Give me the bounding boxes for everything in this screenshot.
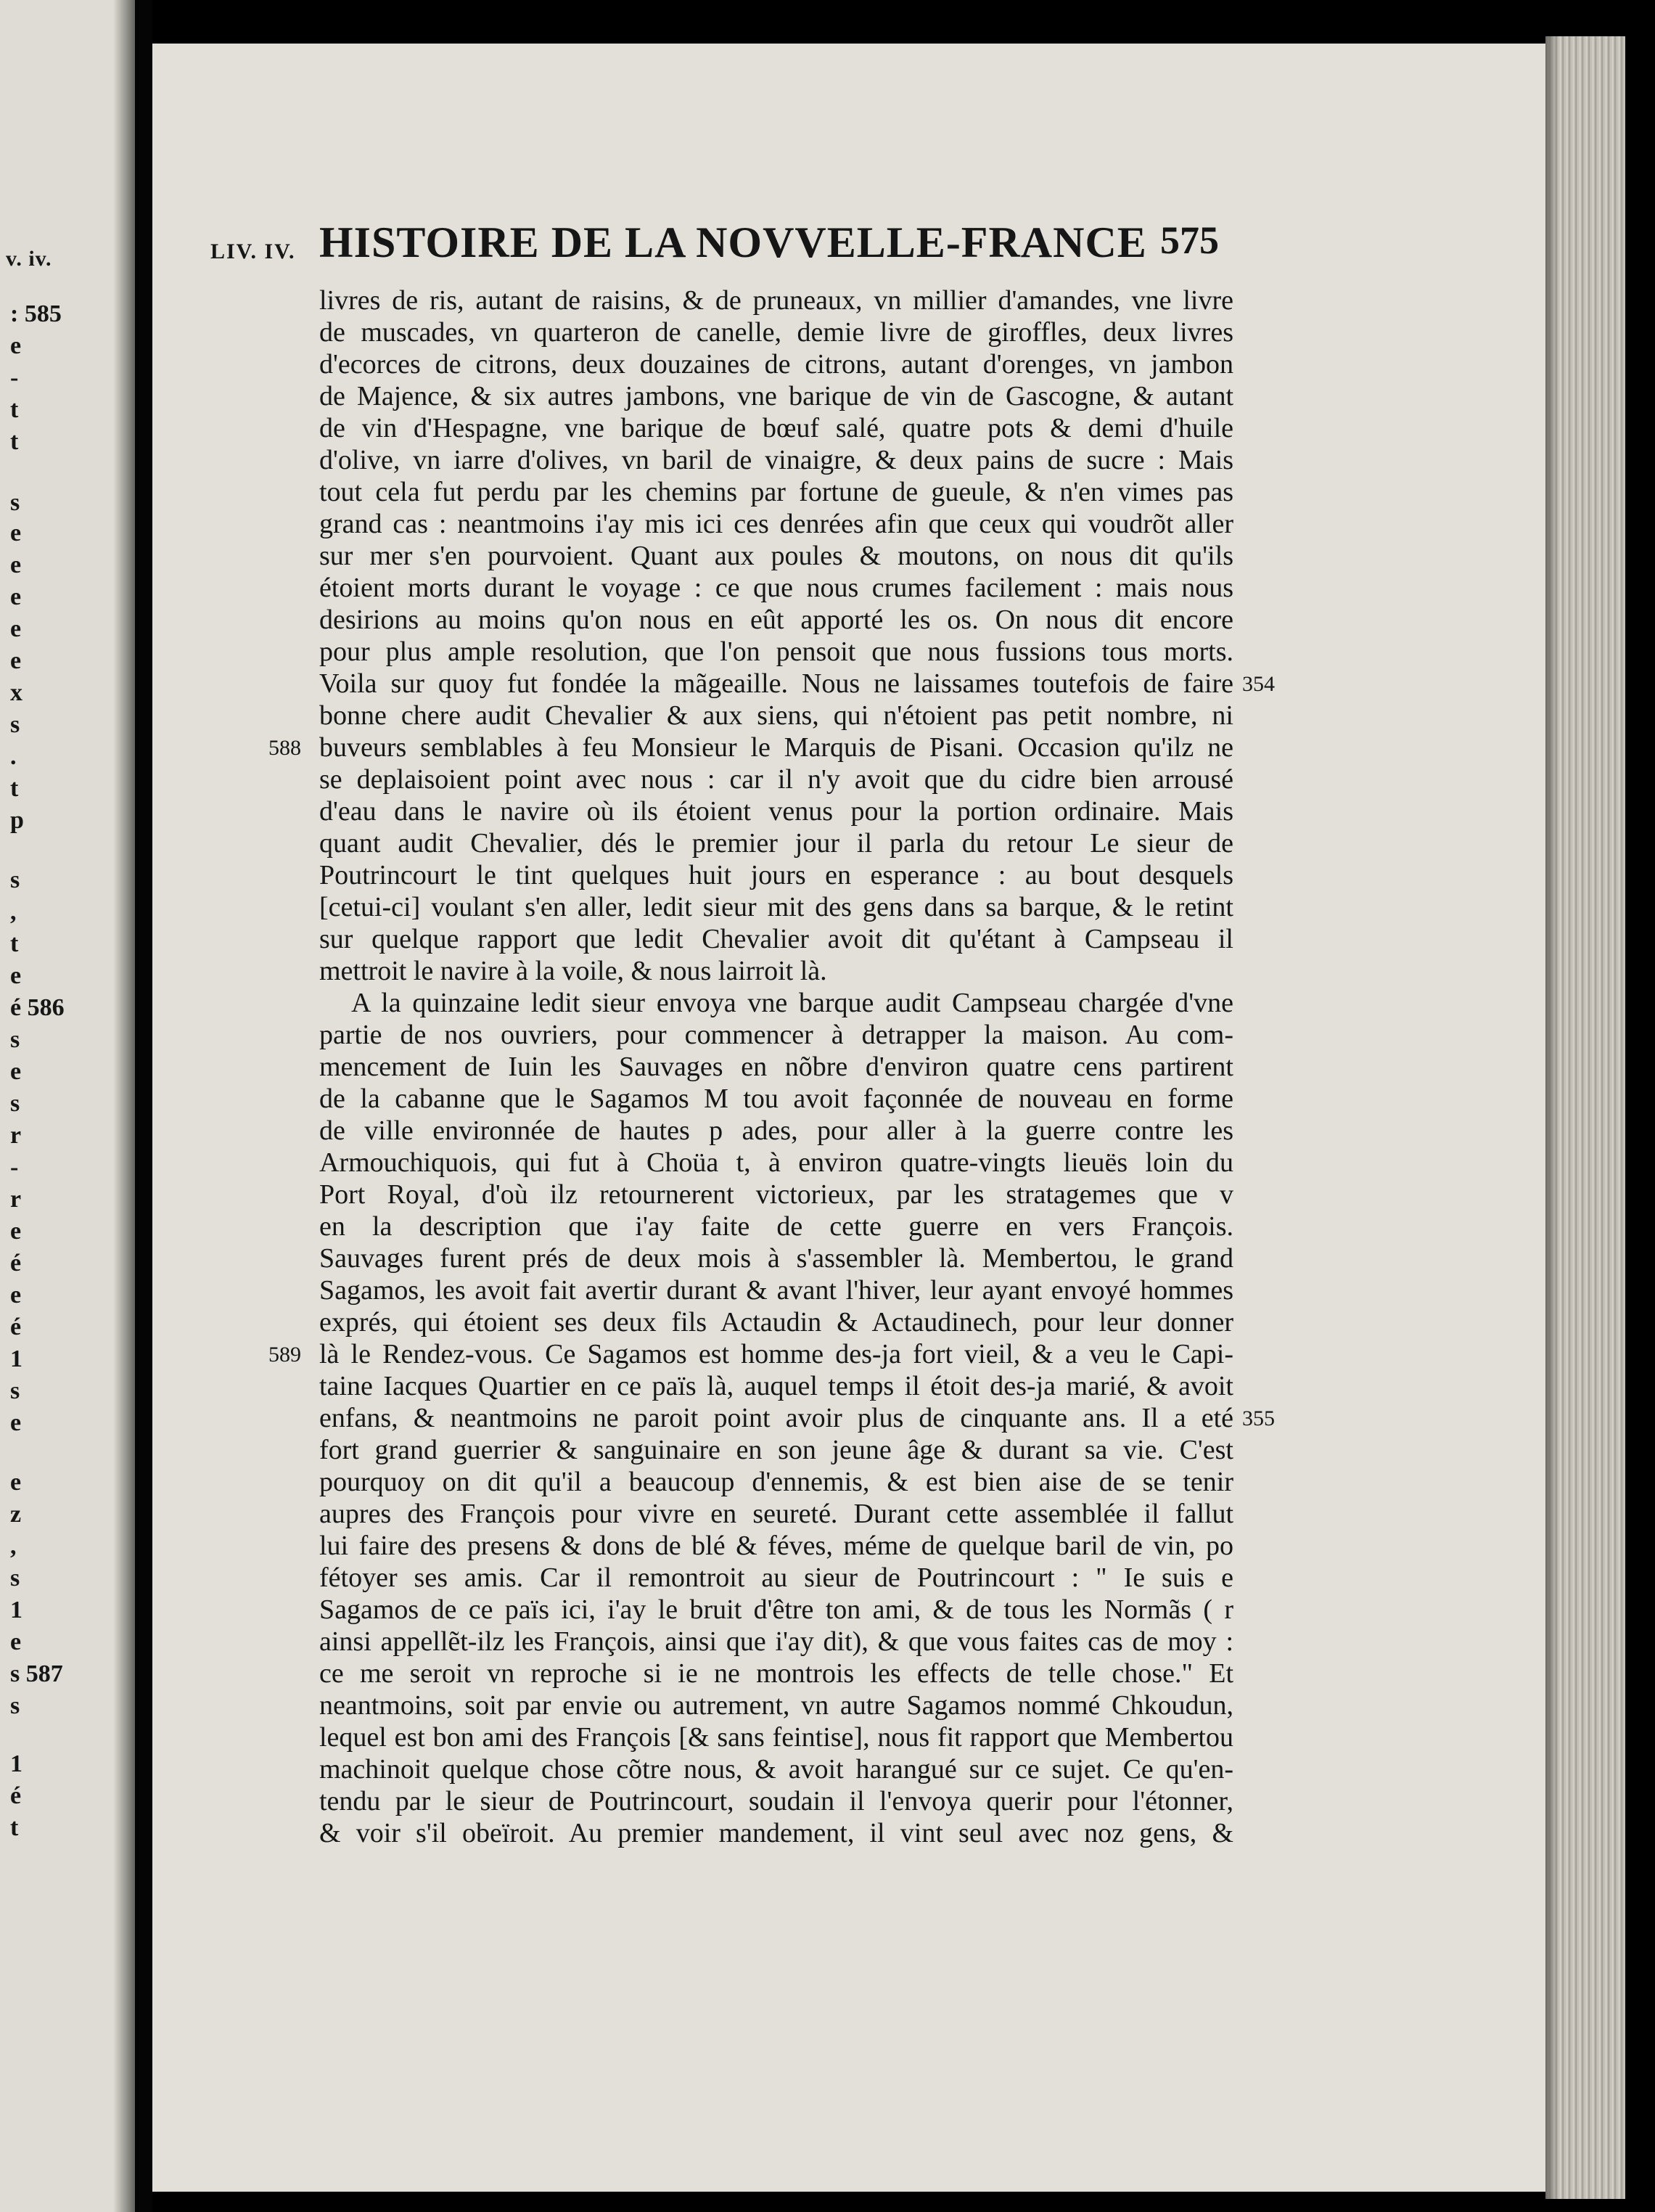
text-line: d'olive, vn iarre d'olives, vn baril de vinaigre, & deux pains de sucre : Mais <box>319 445 1233 475</box>
facing-page-fragment: é 586 <box>10 994 65 1021</box>
margin-number: 355 <box>1242 1406 1275 1430</box>
text-line: fort grand guerrier & sanguinaire en son jeune âge & durant sa vie. C'est <box>319 1435 1233 1465</box>
facing-page-fragment: 1 <box>10 1750 22 1777</box>
facing-page-fragment: r <box>10 1186 22 1213</box>
text-line: sur mer s'en pourvoient. Quant aux poules & moutons, on nous dit qu'ils <box>319 541 1233 571</box>
book-gutter <box>135 0 152 2212</box>
facing-page-fragment: e <box>10 1629 22 1655</box>
facing-page-fragment: e <box>10 1282 22 1308</box>
facing-page-fragment: 1 <box>10 1597 22 1623</box>
text-line: tendu par le sieur de Poutrincourt, soudain il l'envoya querir pour l'étonner, <box>319 1786 1233 1816</box>
text-line: Voila sur quoy fut fondée la mãgeaille. Nous ne laissames toutefois de faire <box>319 668 1233 699</box>
text-line: neantmoins, soit par envie ou autrement, vn autre Sagamos nommé Chkoudun, <box>319 1690 1233 1721</box>
margin-number: 589 <box>268 1343 301 1367</box>
facing-page-fragment: s <box>10 867 20 893</box>
margin-number: 354 <box>1242 672 1275 696</box>
text-line: buveurs semblables à feu Monsieur le Marquis de Pisani. Occasion qu'ilz ne <box>319 732 1233 763</box>
text-line: ainsi appellẽt-ilz les François, ainsi que i'ay dit), & que vous faites cas de moy : <box>319 1626 1233 1657</box>
text-line: pourquoy on dit qu'il a beaucoup d'ennemis, & est bien aise de se tenir <box>319 1467 1233 1497</box>
text-line: mencement de Iuin les Sauvages en nõbre d'environ quatre cens partirent <box>319 1052 1233 1082</box>
facing-page-shadow <box>113 0 135 2212</box>
text-line: Sauvages furent prés de deux mois à s'assembler là. Membertou, le grand <box>319 1243 1233 1274</box>
facing-page-fragment: s <box>10 1692 20 1719</box>
text-line: mettroit le navire à la voile, & nous lairroit là. <box>319 956 827 986</box>
text-line: de ville environnée de hautes p ades, pour aller à la guerre contre les <box>319 1115 1233 1146</box>
page-number: 575 <box>1160 218 1219 262</box>
text-line: pour plus ample resolution, que l'on pensoit que nous fussions tous morts. <box>319 636 1233 667</box>
text-line: bonne chere audit Chevalier & aux siens, qui n'étoient pas petit nombre, ni <box>319 700 1233 731</box>
text-line: [cetui-ci] voulant s'en aller, ledit sieur mit des gens dans sa barque, & le retint <box>319 892 1233 922</box>
facing-page-fragment: e <box>10 1058 22 1085</box>
facing-page-fragment: e <box>10 552 22 578</box>
facing-page-fragment: s <box>10 711 20 738</box>
text-line: A la quinzaine ledit sieur envoya vne barque audit Campseau chargée d'vne <box>351 988 1233 1018</box>
facing-page-header: v. iv. <box>6 247 52 271</box>
facing-page-fragment: . <box>10 743 17 770</box>
page-title: HISTOIRE DE LA NOVVELLE-FRANCE <box>319 218 1147 266</box>
text-line: livres de ris, autant de raisins, & de pruneaux, vn millier d'amandes, vne livre <box>319 285 1233 316</box>
text-line: sur quelque rapport que ledit Chevalier avoit dit qu'étant à Campseau il <box>319 924 1233 954</box>
facing-page-fragment: s <box>10 489 20 516</box>
page-edge <box>1545 36 1625 2199</box>
text-line: fétoyer ses amis. Car il remontroit au sieur de Poutrincourt : " Ie suis e <box>319 1562 1233 1593</box>
text-line: étoient morts durant le voyage : ce que nous crumes facilement : mais nous <box>319 573 1233 603</box>
facing-page-fragment: e <box>10 647 22 674</box>
facing-page-fragment: e <box>10 1409 22 1436</box>
body-text <box>319 284 1233 1849</box>
facing-page-fragment: : 585 <box>10 300 62 327</box>
facing-page-fragment: s <box>10 1026 20 1053</box>
facing-page-fragment: é <box>10 1782 22 1809</box>
text-line: tout cela fut perdu par les chemins par fortune de gueule, & n'en vimes pas <box>319 477 1233 507</box>
facing-page-fragment: e <box>10 615 22 642</box>
running-header <box>210 218 1219 269</box>
text-line: partie de nos ouvriers, pour commencer à detrapper la maison. Au com- <box>319 1020 1233 1050</box>
text-line: de vin d'Hespagne, vne barique de bœuf salé, quatre pots & demi d'huile <box>319 413 1233 443</box>
text-line: Sagamos, les avoit fait avertir durant & avant l'hiver, leur ayant envoyé hommes <box>319 1275 1233 1306</box>
facing-page-fragment: e <box>10 332 22 359</box>
text-line: enfans, & neantmoins ne paroit point avoir plus de cinquante ans. Il a eté <box>319 1403 1233 1433</box>
text-line: Port Royal, d'où ilz retournerent victorieux, par les stratagemes que v <box>319 1179 1233 1210</box>
facing-page-fragment: s <box>10 1565 20 1592</box>
text-line: lequel est bon ami des François [& sans feintise], nous fit rapport que Membertou <box>319 1722 1233 1753</box>
text-line: Armouchiquois, qui fut à Choüa t, à environ quatre-vingts lieuës loin du <box>319 1147 1233 1178</box>
text-line: de muscades, vn quarteron de canelle, demie livre de giroffles, deux livres <box>319 317 1233 348</box>
facing-page-fragment: , <box>10 898 17 925</box>
facing-page-fragment: t <box>10 930 19 957</box>
facing-page-fragment: e <box>10 520 22 546</box>
facing-page-fragment: z <box>10 1501 22 1528</box>
margin-number: 588 <box>268 736 301 760</box>
facing-page-fragment: 1 <box>10 1345 22 1372</box>
facing-page-fragment: e <box>10 583 22 610</box>
facing-page-fragment: é <box>10 1250 22 1277</box>
facing-page-fragment: - <box>10 1154 19 1181</box>
text-line: d'eau dans le navire où ils étoient venus pour la portion ordinaire. Mais <box>319 796 1233 827</box>
facing-page-fragment: t <box>10 396 19 423</box>
facing-page <box>0 0 135 2212</box>
text-line: grand cas : neantmoins i'ay mis ici ces denrées afin que ceux qui voudrõt aller <box>319 509 1233 539</box>
text-line: ce me seroit vn reproche si ie ne montrois les effects de telle chose." Et <box>319 1658 1233 1689</box>
book-label: LIV. IV. <box>210 239 296 263</box>
facing-page-fragment: é <box>10 1314 22 1340</box>
facing-page-fragment: - <box>10 364 19 391</box>
facing-page-fragment: s <box>10 1090 20 1117</box>
facing-page-fragment: e <box>10 1218 22 1245</box>
facing-page-fragment: e <box>10 962 22 989</box>
text-line: d'ecorces de citrons, deux douzaines de citrons, autant d'orenges, vn jambon <box>319 349 1233 380</box>
facing-page-fragment: x <box>10 679 22 706</box>
text-line: là le Rendez-vous. Ce Sagamos est homme des-ja fort vieil, & a veu le Capi- <box>319 1339 1233 1369</box>
text-line: en la description que i'ay faite de cette guerre en vers François. <box>319 1211 1233 1242</box>
text-line: de Majence, & six autres jambons, vne barique de vin de Gascogne, & autant <box>319 381 1233 411</box>
text-line: exprés, qui étoient ses deux fils Actaudin & Actaudinech, pour leur donner <box>319 1307 1233 1338</box>
text-line: lui faire des presens & dons de blé & féves, méme de quelque baril de vin, po <box>319 1531 1233 1561</box>
text-line: se deplaisoient point avec nous : car il n'y avoit que du cidre bien arrousé <box>319 764 1233 795</box>
text-line: de la cabanne que le Sagamos M tou avoit façonnée de nouveau en forme <box>319 1084 1233 1114</box>
facing-page-fragment: e <box>10 1469 22 1496</box>
facing-page-fragment: t <box>10 428 19 455</box>
facing-page-fragment: t <box>10 1814 19 1841</box>
facing-page-fragment: , <box>10 1533 17 1560</box>
facing-page-fragment: s <box>10 1377 20 1404</box>
facing-page-fragment: s 587 <box>10 1660 63 1687</box>
text-line: machinoit quelque chose cõtre nous, & avoit harangué sur ce sujet. Ce qu'en- <box>319 1754 1233 1785</box>
facing-page-fragment: r <box>10 1122 22 1149</box>
facing-page-fragment: t <box>10 775 19 802</box>
text-line: Poutrincourt le tint quelques huit jours en esperance : au bout desquels <box>319 860 1233 890</box>
text-line: desirions au moins qu'on nous en eût apporté les os. On nous dit encore <box>319 605 1233 635</box>
text-line: quant audit Chevalier, dés le premier jour il parla du retour Le sieur de <box>319 828 1233 859</box>
text-line: Sagamos de ce païs ici, i'ay le bruit d'être ton ami, & de tous les Normãs ( r <box>319 1594 1233 1625</box>
facing-page-fragment: p <box>10 807 24 834</box>
text-line: & voir s'il obeïroit. Au premier mandement, il vint seul avec noz gens, & <box>319 1818 1233 1848</box>
text-line: taine Iacques Quartier en ce païs là, auquel temps il étoit des-ja marié, & avoit <box>319 1371 1233 1401</box>
text-line: aupres des François pour vivre en seureté. Durant cette assemblée il fallut <box>319 1499 1233 1529</box>
